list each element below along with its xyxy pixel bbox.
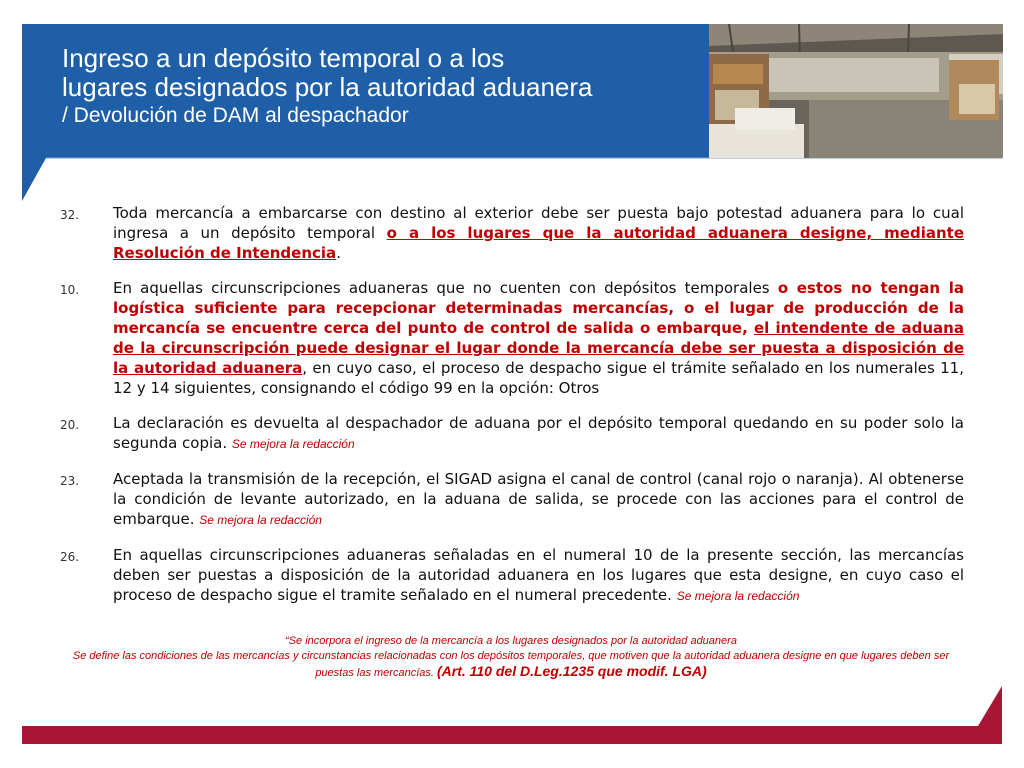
item-text: En aquellas circunscripciones aduaneras que no cuenten con depósitos temporales (113, 279, 778, 297)
item-highlight-2: el intendente de aduana de la circunscripción puede designar el lugar donde la mercancía debe ser puesta a disposición de la autoridad aduanera (113, 319, 964, 377)
item-number: 23. (60, 474, 80, 488)
footer-note (55, 634, 967, 681)
item-text: Aceptada la transmisión de la recepción, el SIGAD asigna el canal de control (canal rojo o naranja). Al obtenerse la condición de levante autorizado, en la aduana de salida, se procede con las acciones para el control de embarque. (113, 470, 964, 528)
item-text: En aquellas circunscripciones aduaneras señaladas en el numeral 10 de la presente sección, las mercancías deben ser puestas a disposición de la autoridad aduanera en los lugares que esta designe, en cuyo caso el proceso de despacho sigue el tramite señalado en el numeral precedente. (113, 546, 964, 604)
item-text-end: , en cuyo caso, el proceso de despacho sigue el trámite señalado en los numerales 11, 12 y 14 siguientes, consignando el código 99 en la opción: Otros (113, 359, 964, 397)
item-number: 20. (60, 418, 80, 432)
footer-line-1: “Se incorpora el ingreso de la mercancía a los lugares designados por la autoridad aduanera (285, 635, 737, 647)
item-note: Se mejora la redacción (199, 513, 322, 527)
item-text-end: . (336, 244, 341, 262)
item-note: Se mejora la redacción (231, 437, 355, 451)
warehouse-photo (709, 24, 1003, 158)
list-item-20 (60, 413, 964, 454)
item-number: 10. (60, 283, 80, 297)
list-item-32 (60, 203, 964, 263)
page-title (62, 44, 712, 130)
title-line-1: Ingreso a un depósito temporal o a los (62, 43, 505, 73)
item-number: 32. (60, 208, 80, 222)
legal-reference: (Art. 110 del D.Leg.1235 que modif. LGA) (436, 663, 707, 679)
item-text: La declaración es devuelta al despachador de aduana por el depósito temporal quedando en su poder solo la segunda copia. (113, 414, 964, 452)
list-item-10 (60, 278, 964, 398)
item-highlight: o a los lugares que la autoridad aduanera designe, mediante Resolución de Intendencia (113, 224, 964, 262)
bottom-band (22, 686, 1002, 744)
item-highlight-1: o estos no tengan la logística suficiente para recepcionar determinadas mercancías, o el lugar de producción de la mercancía se encuentre cerca del punto de control de salida o embarque, (113, 279, 964, 337)
title-line-2: lugares designados por la autoridad aduanera (62, 72, 593, 102)
footer-line-2: Se define las condiciones de las mercancías y circunstancias relacionadas con los depósitos temporales, que motiven que la autoridad aduanera designe en que lugares deben ser puestas las mercancías. (Art. 110 del D.Leg.1235 que modif. LGA) (72, 650, 950, 679)
item-text: Toda mercancía a embarcarse con destino al exterior debe ser puesta bajo potestad aduanera para lo cual ingresa a un depósito temporal (113, 204, 964, 242)
content-list (60, 203, 964, 621)
item-number: 26. (60, 550, 80, 564)
title-line-3: / Devolución de DAM al despachador (62, 104, 409, 127)
list-item-26 (60, 545, 964, 606)
item-note: Se mejora la redacción (676, 589, 800, 603)
list-item-23 (60, 469, 964, 530)
